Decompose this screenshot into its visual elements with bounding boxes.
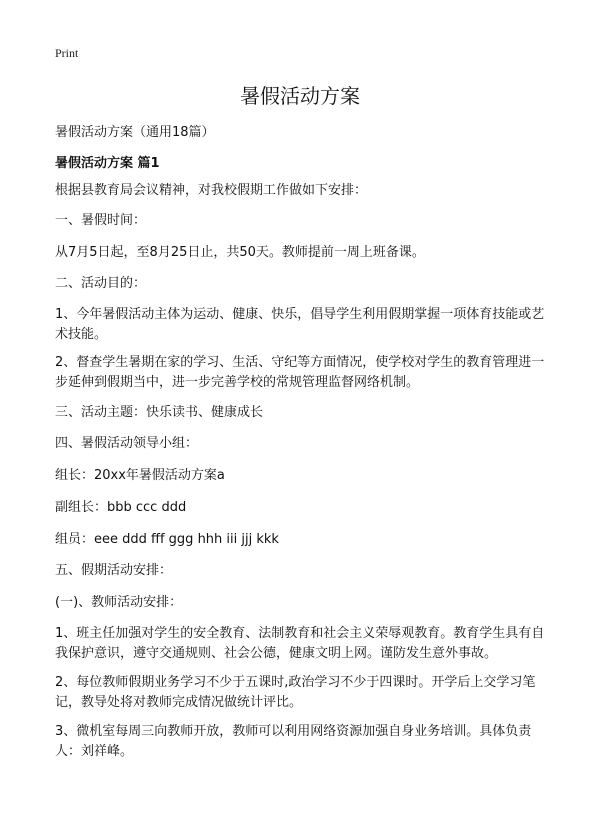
paragraph-intro: 根据县教育局会议精神，对我校假期工作做如下安排：: [55, 183, 368, 198]
paragraph-heading-1: 一、暑假时间：: [55, 213, 147, 228]
paragraph-dates: 从7月5日起，至8月25日止，共50天。教师提前一周上班备课。: [55, 245, 425, 260]
paragraph-vice-leader: 副组长：bbb ccc ddd: [55, 500, 187, 515]
paragraph-heading-3: 三、活动主题：快乐读书、健康成长: [55, 405, 264, 420]
paragraph-purpose-1: 1、今年暑假活动主体为运动、健康、快乐，倡导学生利用假期掌握一项体育技能或艺术技能。: [55, 307, 545, 342]
paragraph-members: 组员：eee ddd fff ggg hhh iii jjj kkk: [55, 532, 279, 547]
section-heading: 暑假活动方案 篇1: [55, 156, 160, 171]
print-link[interactable]: Print: [55, 46, 79, 60]
paragraph-heading-5: 五、假期活动安排：: [55, 563, 173, 578]
paragraph-item-2: 2、每位教师假期业务学习不少于五课时,政治学习不少于四课时。开学后上交学习笔记，教导处将对教师完成情况做统计评比。: [55, 675, 536, 710]
paragraph-leader: 组长：20xx年暑假活动方案a: [55, 468, 225, 483]
document-title: 暑假活动方案: [240, 84, 360, 108]
paragraph-item-3: 3、微机室每周三向教师开放，教师可以利用网络资源加强自身业务培训。具体负责人：刘祥峰。: [55, 724, 532, 759]
paragraph-teacher-activities: (一)、教师活动安排：: [55, 595, 183, 610]
paragraph-purpose-2: 2、督查学生暑期在家的学习、生活、守纪等方面情况，使学校对学生的教育管理进一步延伸到假期当中，进一步完善学校的常规管理监督网络机制。: [55, 355, 545, 390]
paragraph-heading-4: 四、暑假活动领导小组：: [55, 436, 199, 451]
paragraph-item-1: 1、班主任加强对学生的安全教育、法制教育和社会主义荣辱观教育。教育学生具有自我保护意识，遵守交通规则、社会公德，健康文明上网。谨防发生意外事故。: [55, 626, 545, 661]
document-subtitle: 暑假活动方案（通用18篇）: [55, 125, 215, 140]
paragraph-heading-2: 二、活动目的：: [55, 276, 147, 291]
